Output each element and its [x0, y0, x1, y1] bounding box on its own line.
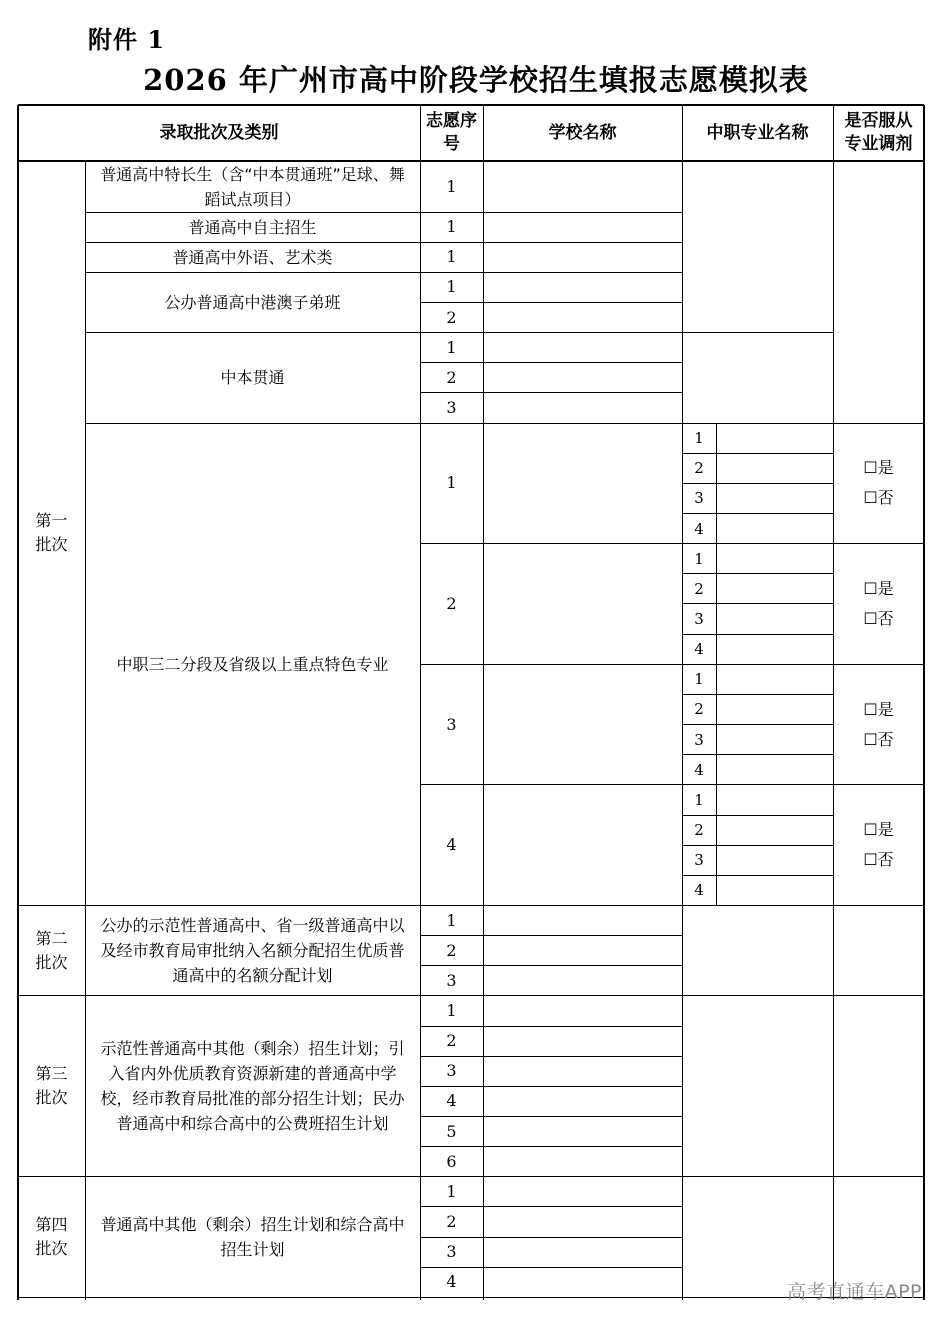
row-divider — [833, 423, 924, 424]
major-sub-number: 1 — [694, 790, 704, 809]
seq-number: 3 — [446, 714, 457, 734]
major-name-input[interactable] — [716, 574, 833, 604]
column-divider — [716, 423, 717, 544]
row-divider — [682, 332, 833, 333]
header-category: 录取批次及类别 — [159, 122, 279, 143]
major-name-input[interactable] — [716, 664, 833, 694]
seq-number: 3 — [446, 970, 457, 990]
adjust-choice — [833, 664, 924, 785]
category-label: 普通高中其他（剩余）招生计划和综合高中招生计划 — [100, 1215, 405, 1260]
column-divider — [682, 105, 683, 161]
seq-number: 1 — [446, 337, 457, 357]
adjust-no-checkbox[interactable]: ☐否 — [863, 608, 894, 628]
batch-label: 第三 批次 — [35, 1064, 68, 1108]
school-name-input[interactable] — [483, 333, 682, 363]
major-sub-number: 4 — [694, 760, 704, 779]
seq-number: 1 — [446, 217, 457, 237]
seq-number: 1 — [446, 1181, 457, 1201]
column-divider — [682, 161, 683, 1300]
column-divider — [85, 161, 86, 1300]
school-name-input[interactable] — [483, 664, 682, 785]
major-sub-number: 2 — [694, 459, 704, 478]
school-name-input[interactable] — [483, 544, 682, 665]
major-sub-number: 1 — [694, 429, 704, 448]
adjust-yes-checkbox[interactable]: ☐是 — [863, 699, 894, 719]
school-name-input[interactable] — [483, 1207, 682, 1237]
seq-number: 1 — [446, 176, 457, 196]
major-name-input[interactable] — [716, 815, 833, 845]
major-name-input[interactable] — [716, 514, 833, 544]
adjust-yes-checkbox[interactable]: ☐是 — [863, 458, 894, 478]
major-name-input[interactable] — [716, 875, 833, 905]
major-name-input[interactable] — [716, 604, 833, 634]
major-sub-number: 4 — [694, 881, 704, 900]
school-name-input[interactable] — [483, 1147, 682, 1177]
major-name-input[interactable] — [716, 725, 833, 755]
major-name-input[interactable] — [716, 755, 833, 785]
category-label: 中本贯通 — [220, 368, 285, 388]
major-name-input[interactable] — [716, 785, 833, 815]
adjust-no-checkbox[interactable]: ☐否 — [863, 850, 894, 870]
row-divider — [682, 423, 833, 424]
school-name-input[interactable] — [483, 1056, 682, 1086]
school-name-input[interactable] — [483, 966, 682, 996]
school-name-input[interactable] — [483, 1086, 682, 1116]
school-name-input[interactable] — [483, 212, 682, 242]
category-label: 普通高中特长生（含“中本贯通班”足球、舞蹈试点项目） — [100, 164, 405, 209]
seq-number: 4 — [446, 1091, 457, 1111]
adjust-yes-checkbox[interactable]: ☐是 — [863, 578, 894, 598]
school-name-input[interactable] — [483, 423, 682, 544]
seq-number: 2 — [446, 1031, 457, 1051]
category-label: 中职三二分段及省级以上重点特色专业 — [116, 654, 389, 674]
header-school: 学校名称 — [548, 122, 617, 143]
header-seq: 志愿序号 — [426, 111, 477, 154]
major-sub-number: 3 — [694, 730, 704, 749]
school-name-input[interactable] — [483, 1117, 682, 1147]
school-name-input[interactable] — [483, 242, 682, 272]
school-name-input[interactable] — [483, 302, 682, 332]
major-name-input[interactable] — [716, 423, 833, 453]
seq-number: 3 — [446, 1061, 457, 1081]
major-sub-number: 4 — [694, 519, 704, 538]
school-name-input[interactable] — [483, 272, 682, 302]
adjust-no-checkbox[interactable]: ☐否 — [863, 729, 894, 749]
seq-number: 1 — [446, 247, 457, 267]
major-sub-number: 1 — [694, 670, 704, 689]
school-name-input[interactable] — [483, 936, 682, 966]
major-sub-number: 1 — [694, 549, 704, 568]
seq-number: 4 — [446, 835, 457, 855]
adjust-choice — [833, 423, 924, 544]
batch-label: 第四 批次 — [35, 1215, 68, 1259]
seq-number: 2 — [446, 367, 457, 387]
school-name-input[interactable] — [483, 905, 682, 935]
watermark: 高考直通车APP — [787, 1281, 922, 1303]
category-label: 普通高中自主招生 — [188, 217, 317, 237]
column-divider — [17, 105, 19, 1300]
column-divider — [833, 105, 834, 161]
major-sub-number: 2 — [694, 821, 704, 840]
seq-number: 2 — [446, 593, 457, 613]
batch-label: 第二 批次 — [35, 928, 68, 972]
column-divider — [833, 161, 834, 1300]
seq-number: 1 — [446, 910, 457, 930]
school-name-input[interactable] — [483, 161, 682, 212]
category-label: 公办的示范性普通高中、省一级普通高中以及经市教育局审批纳入名额分配招生优质普通高中的名额分配计划 — [100, 916, 405, 986]
page-title: 2026 年广州市高中阶段学校招生填报志愿模拟表 — [143, 63, 809, 97]
adjust-choice — [833, 544, 924, 665]
attachment-label: 附件 1 — [88, 25, 166, 54]
adjust-no-checkbox[interactable]: ☐否 — [863, 488, 894, 508]
major-name-input[interactable] — [716, 634, 833, 664]
school-name-input[interactable] — [483, 1177, 682, 1207]
category-label: 公办普通高中港澳子弟班 — [164, 292, 341, 312]
school-name-input[interactable] — [483, 393, 682, 423]
adjust-yes-checkbox[interactable]: ☐是 — [863, 820, 894, 840]
seq-number: 1 — [446, 473, 457, 493]
seq-number: 1 — [446, 277, 457, 297]
column-divider — [716, 785, 717, 906]
column-divider — [420, 105, 421, 161]
school-name-input[interactable] — [483, 996, 682, 1026]
major-sub-number: 3 — [694, 851, 704, 870]
major-sub-number: 3 — [694, 610, 704, 628]
row-divider — [18, 104, 924, 106]
major-sub-number: 4 — [694, 640, 704, 659]
school-name-input[interactable] — [483, 1026, 682, 1056]
column-divider — [923, 105, 925, 1300]
major-name-input[interactable] — [716, 544, 833, 574]
column-divider — [716, 544, 717, 665]
school-name-input[interactable] — [483, 785, 682, 906]
batch-label: 第一 批次 — [35, 511, 68, 555]
seq-number: 5 — [446, 1121, 457, 1141]
column-divider — [483, 105, 484, 161]
seq-number: 2 — [446, 1212, 457, 1231]
seq-number: 3 — [446, 397, 457, 417]
header-major: 中职专业名称 — [706, 122, 809, 143]
seq-number: 4 — [446, 1272, 457, 1292]
school-name-input[interactable] — [483, 1267, 682, 1297]
category-label: 普通高中外语、艺术类 — [172, 247, 333, 267]
column-divider — [420, 161, 421, 1300]
adjust-choice — [833, 785, 924, 906]
major-sub-number: 2 — [694, 579, 704, 598]
major-name-input[interactable] — [716, 694, 833, 724]
major-name-input[interactable] — [716, 483, 833, 513]
seq-number: 2 — [446, 940, 457, 960]
major-name-input[interactable] — [716, 453, 833, 483]
seq-number: 2 — [446, 307, 457, 327]
major-sub-number: 2 — [694, 700, 704, 719]
school-name-input[interactable] — [483, 1237, 682, 1267]
seq-number: 3 — [446, 1242, 457, 1262]
category-label: 示范性普通高中其他（剩余）招生计划；引入省内外优质教育资源新建的普通高中学校，经市教育局批准的部分招生计划；民办普通高中和综合高中的公费班招生计划 — [100, 1039, 405, 1134]
major-sub-number: 3 — [694, 489, 704, 508]
column-divider — [483, 161, 484, 1300]
school-name-input[interactable] — [483, 363, 682, 393]
seq-number: 1 — [446, 1000, 457, 1020]
seq-number: 6 — [446, 1151, 457, 1171]
column-divider — [716, 664, 717, 785]
major-name-input[interactable] — [716, 845, 833, 875]
header-adjust: 是否服从专业调剂 — [844, 111, 913, 154]
